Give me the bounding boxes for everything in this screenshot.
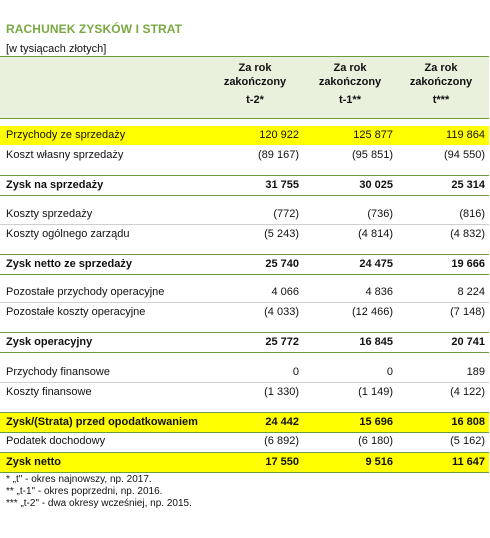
cell-t-1: (95 851)	[352, 149, 393, 161]
row-label: Zysk operacyjny	[6, 336, 93, 348]
cell-t-2: (6 892)	[264, 435, 299, 447]
footnote-t: * „t" - okres najnowszy, np. 2017.	[6, 474, 152, 485]
cell-t-1: (6 180)	[358, 435, 393, 447]
table-header	[0, 56, 489, 119]
row-koszt-wlasny-sprzedazy	[0, 146, 489, 165]
footnote-t-1: ** „t-1" - okres poprzedni, np. 2016.	[6, 486, 163, 497]
footnotes	[6, 474, 192, 510]
row-label: Koszt własny sprzedaży	[6, 149, 124, 161]
cell-t-2: 31 755	[265, 179, 299, 191]
cell-t: (816)	[459, 208, 485, 220]
row-zysk-na-sprzedazy	[0, 175, 489, 196]
cell-t: 11 647	[451, 456, 485, 468]
column-header-t-2	[215, 61, 295, 107]
cell-t-2: 17 550	[265, 456, 299, 468]
row-label: Koszty ogólnego zarządu	[6, 228, 130, 240]
column-header-line2: zakończony	[318, 76, 382, 88]
cell-t: 20 741	[451, 336, 485, 348]
row-label: Koszty finansowe	[6, 386, 92, 398]
units-caption: [w tysiącach złotych]	[6, 43, 107, 55]
cell-t-2: (1 330)	[264, 386, 299, 398]
row-przychody-ze-sprzedazy	[0, 126, 489, 145]
row-label: Przychody finansowe	[6, 366, 110, 378]
row-koszty-ogolnego-zarzadu	[0, 224, 489, 244]
cell-t-2: (772)	[273, 208, 299, 220]
cell-t-1: 30 025	[359, 179, 393, 191]
cell-t-1: 16 845	[359, 336, 393, 348]
row-pozostale-przychody-operacyjne	[0, 283, 489, 302]
cell-t-2: 120 922	[259, 129, 299, 141]
row-zysk-netto-ze-sprzedazy	[0, 254, 489, 275]
cell-t: (4 122)	[450, 386, 485, 398]
column-header-line2: zakończony	[409, 76, 473, 88]
cell-t: (5 162)	[450, 435, 485, 447]
cell-t-2: 24 442	[265, 416, 299, 428]
row-zysk-przed-opodatkowaniem	[0, 412, 489, 433]
column-header-line1: Za rok	[333, 62, 367, 74]
cell-t-1: (1 149)	[358, 386, 393, 398]
row-label: Zysk/(Strata) przed opodatkowaniem	[6, 416, 198, 428]
row-label: Zysk na sprzedaży	[6, 179, 104, 191]
cell-t: 189	[466, 366, 485, 378]
row-koszty-sprzedazy	[0, 205, 489, 224]
row-label: Przychody ze sprzedaży	[6, 129, 126, 141]
cell-t: (4 832)	[450, 228, 485, 240]
cell-t: (7 148)	[450, 306, 485, 318]
row-label: Koszty sprzedaży	[6, 208, 93, 220]
cell-t-1: 24 475	[359, 258, 393, 270]
cell-t-1: 9 516	[365, 456, 393, 468]
cell-t-1: (736)	[367, 208, 393, 220]
cell-t-1: 4 836	[365, 286, 393, 298]
cell-t-1: (12 466)	[352, 306, 393, 318]
cell-t-1: 15 696	[359, 416, 393, 428]
cell-t: 16 808	[451, 416, 485, 428]
row-label: Zysk netto	[6, 456, 62, 468]
column-header-t	[395, 61, 487, 107]
cell-t-1: (4 814)	[358, 228, 393, 240]
cell-t-2: 4 066	[271, 286, 299, 298]
column-header-line2: zakończony	[223, 76, 287, 88]
cell-t-2: 25 740	[265, 258, 299, 270]
cell-t-1: 125 877	[353, 129, 393, 141]
page-title: RACHUNEK ZYSKÓW I STRAT	[6, 22, 183, 36]
cell-t: 25 314	[451, 179, 485, 191]
row-pozostale-koszty-operacyjne	[0, 302, 489, 322]
cell-t-2: 25 772	[265, 336, 299, 348]
cell-t-2: (89 167)	[258, 149, 299, 161]
cell-t: 8 224	[457, 286, 485, 298]
cell-t-1: 0	[386, 366, 393, 378]
column-header-t-1	[305, 61, 395, 107]
row-podatek-dochodowy	[0, 432, 489, 451]
row-label: Pozostałe koszty operacyjne	[6, 306, 146, 318]
column-header-tag: t-1**	[338, 94, 361, 106]
cell-t: (94 550)	[444, 149, 485, 161]
cell-t: 19 666	[451, 258, 485, 270]
cell-t-2: (5 243)	[264, 228, 299, 240]
row-label: Podatek dochodowy	[6, 435, 106, 447]
row-zysk-netto	[0, 452, 489, 473]
cell-t-2: 0	[292, 366, 299, 378]
column-header-tag: t-2*	[246, 94, 264, 106]
footnote-t-2: *** „t-2" - dwa okresy wcześniej, np. 2015.	[6, 498, 192, 509]
cell-t-2: (4 033)	[264, 306, 299, 318]
row-koszty-finansowe	[0, 382, 489, 402]
column-header-line1: Za rok	[238, 62, 272, 74]
row-label: Zysk netto ze sprzedaży	[6, 258, 132, 270]
column-header-line1: Za rok	[424, 62, 458, 74]
row-zysk-operacyjny	[0, 332, 489, 353]
column-header-tag: t***	[432, 94, 450, 106]
cell-t: 119 864	[446, 129, 485, 141]
row-label: Pozostałe przychody operacyjne	[6, 286, 165, 298]
row-przychody-finansowe	[0, 363, 489, 382]
